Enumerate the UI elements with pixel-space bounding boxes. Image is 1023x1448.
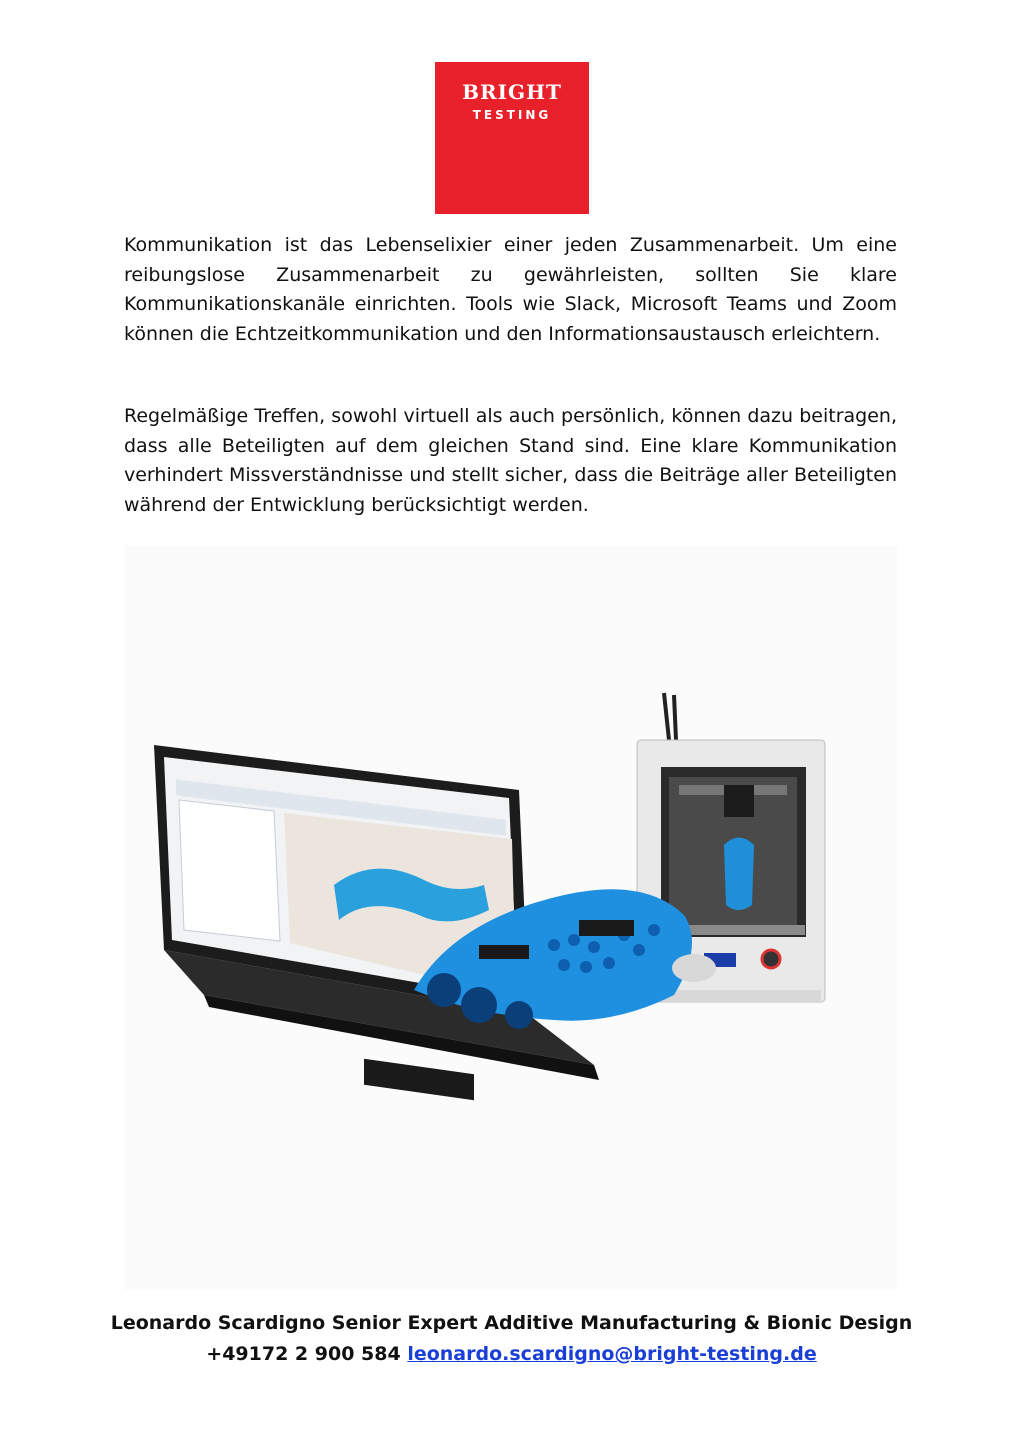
logo-text-bright: BRIGHT (462, 80, 562, 104)
contact-line (0, 1343, 1023, 1365)
laptop-3d-printer-photo (124, 545, 897, 1290)
phone-number: +49172 2 900 584 (206, 1343, 401, 1365)
author-name-title: Leonardo Scardigno Senior Expert Additive Manufacturing & Bionic Design (110, 1312, 913, 1334)
bright-testing-logo (435, 62, 589, 214)
email-link[interactable]: leonardo.scardigno@bright-testing.de (407, 1343, 817, 1365)
logo-text-testing: TESTING (472, 108, 552, 122)
paragraph-communication: Kommunikation ist das Lebenselixier einer jeden Zusammenarbeit. Um eine reibungslose Zusammenarbeit zu gewährleisten, sollten Sie klare Kommunikationskanäle einrichten. Tools wie Slack, Microsoft Teams und Zoom können die Echtzeitkommunikation und den Informationsaustausch erleichtern. (124, 234, 897, 345)
paragraph-meetings: Regelmäßige Treffen, sowohl virtuell als auch persönlich, können dazu beitragen, dass alle Beteiligten auf dem gleichen Stand sind. Eine klare Kommunikation verhindert Missverständnisse und stellt sicher, dass die Beiträge aller Beteiligten während der Entwicklung berücksichtigt werden. (124, 405, 897, 516)
